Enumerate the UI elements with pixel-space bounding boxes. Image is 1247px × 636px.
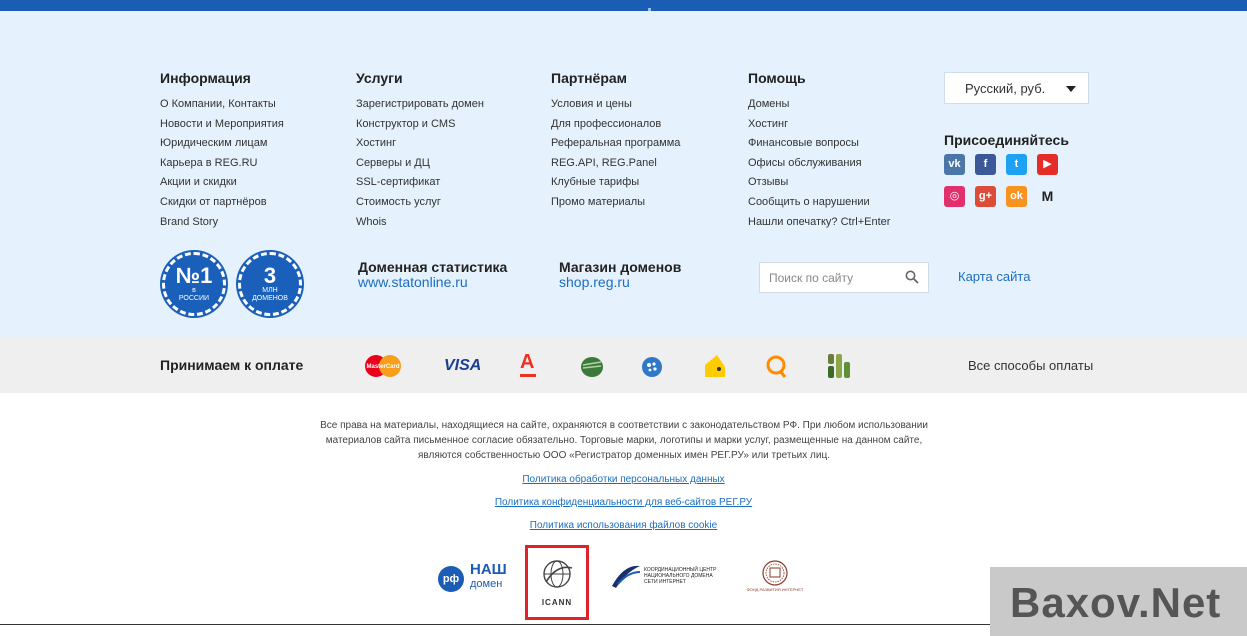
badge-number-one-russia	[162, 252, 226, 316]
alfa-bank-icon	[520, 352, 536, 377]
alfa-underline	[520, 374, 536, 377]
odnoklassniki-icon[interactable]: ok	[1006, 186, 1027, 207]
badge-big-text: №1	[175, 263, 213, 288]
footer-link[interactable]: Карьера в REG.RU	[160, 156, 258, 169]
facebook-icon[interactable]: f	[975, 154, 996, 175]
site-search	[759, 262, 929, 293]
footer-link[interactable]: Условия и цены	[551, 98, 632, 110]
mastercard-icon	[362, 354, 404, 383]
sberbank-icon	[580, 356, 604, 383]
footer-link[interactable]: Зарегистрировать домен	[356, 98, 484, 110]
cctld-line: КООРДИНАЦИОННЫЙ ЦЕНТР	[644, 567, 717, 573]
promo-title: Магазин доменов	[559, 259, 682, 275]
youtube-icon[interactable]: ▶	[1037, 154, 1058, 175]
chevron-down-icon	[1066, 86, 1076, 92]
promo-url[interactable]: www.statonline.ru	[358, 274, 468, 290]
search-input[interactable]	[760, 263, 895, 292]
svg-text:MasterCard: MasterCard	[366, 364, 400, 370]
column-title: Услуги	[356, 70, 403, 86]
sitemap-link[interactable]: Карта сайта	[958, 269, 1031, 284]
language-currency-select[interactable]	[944, 72, 1089, 104]
legal-line: являются собственностью ООО «Регистратор доменных имен РЕГ.РУ» или третьих лиц.	[418, 450, 830, 461]
domain-statistics-promo[interactable]	[358, 259, 507, 289]
badge-small-text: РОССИИ	[178, 295, 210, 302]
policy-row	[0, 474, 1247, 485]
promo-url[interactable]: shop.reg.ru	[559, 274, 630, 290]
footer-column-info	[160, 70, 284, 232]
legal-line: Все права на материалы, находящиеся на сайте, охраняются в соответствии с законодательством РФ. При любом использовании	[320, 420, 928, 431]
googleplus-icon[interactable]: g+	[975, 186, 996, 207]
fund-text: ФОНД РАЗВИТИЯ ИНТЕРНЕТ	[746, 587, 804, 592]
footer-link[interactable]: Домены	[748, 98, 790, 110]
cookie-policy-link[interactable]: Политика использования файлов cookie	[529, 520, 718, 531]
footer-column-partners	[551, 70, 680, 213]
footer-link[interactable]: Юридическим лицам	[160, 137, 268, 150]
legal-line: материалов сайта письменное согласие обязательно. Торговые марки, логотипы и марки услуг, размещенные на данном сайте,	[325, 435, 923, 446]
sms-payment-icon	[828, 354, 852, 383]
footer-column-services	[356, 70, 484, 232]
cctld-swoosh-icon	[610, 560, 642, 590]
icann-logo	[525, 545, 589, 620]
search-icon[interactable]	[905, 270, 919, 284]
column-title: Информация	[160, 70, 251, 86]
fund-emblem-icon	[742, 560, 808, 588]
cctld-line: СЕТИ ИНТЕРНЕТ	[644, 579, 686, 585]
promo-title: Доменная статистика	[358, 259, 508, 275]
footer-link[interactable]: Сообщить о нарушении	[748, 195, 870, 208]
rf-circle: рф	[438, 566, 464, 592]
footer-link[interactable]: Новости и Мероприятия	[160, 117, 284, 130]
footer-link[interactable]: Офисы обслуживания	[748, 156, 862, 169]
footer-link[interactable]: Хостинг	[356, 137, 397, 150]
webmoney-icon	[640, 355, 664, 384]
badge-three-million-domains	[238, 252, 302, 316]
footer-link[interactable]: Нашли опечатку? Ctrl+Enter	[748, 215, 891, 228]
footer-link[interactable]: Серверы и ДЦ	[356, 156, 430, 169]
icann-text: ICANN	[541, 598, 573, 607]
policy-row	[0, 520, 1247, 531]
payment-label: Принимаем к оплате	[160, 357, 304, 373]
instagram-icon[interactable]: ◎	[944, 186, 965, 207]
badge-small-text: ДОМЕНОВ	[252, 295, 288, 302]
language-select-value: Русский, руб.	[965, 81, 1046, 96]
column-title: Помощь	[748, 70, 806, 86]
footer-link[interactable]: О Компании, Контакты	[160, 98, 276, 110]
domen-text: домен	[470, 578, 503, 590]
footer-column-help	[748, 70, 890, 232]
payment-methods-bar	[0, 338, 1247, 393]
badge-sup-text: в	[192, 287, 196, 294]
globe-icon	[528, 554, 586, 600]
legal-notice	[270, 418, 978, 463]
badge-big-text: 3	[263, 263, 277, 288]
footer-link[interactable]: Промо материалы	[551, 195, 646, 208]
watermark	[990, 567, 1247, 636]
nash-text: НАШ	[470, 561, 507, 578]
all-payment-methods-link[interactable]: Все способы оплаты	[968, 358, 1094, 373]
footer-link[interactable]: Стоимость услуг	[356, 195, 441, 208]
footer-link[interactable]: Акции и скидки	[160, 176, 237, 189]
social-title: Присоединяйтесь	[944, 132, 1069, 148]
footer-link[interactable]: Скидки от партнёров	[160, 195, 267, 208]
alfa-letter: A	[520, 351, 535, 373]
privacy-websites-policy-link[interactable]: Политика конфиденциальности для веб-сайтов РЕГ.РУ	[494, 497, 753, 508]
footer-link[interactable]: Реферальная программа	[551, 137, 681, 150]
footer-link[interactable]: Отзывы	[748, 176, 789, 189]
medium-icon[interactable]: M	[1041, 188, 1054, 204]
column-title: Партнёрам	[551, 70, 628, 86]
footer-link[interactable]: Для профессионалов	[551, 117, 662, 130]
footer-link[interactable]: Финансовые вопросы	[748, 137, 859, 150]
footer-link[interactable]: Хостинг	[748, 117, 789, 130]
qiwi-icon	[765, 354, 789, 385]
privacy-data-policy-link[interactable]: Политика обработки персональных данных	[522, 474, 725, 485]
footer-link[interactable]: SSL-сертификат	[356, 176, 441, 189]
watermark-text: Baxov.Net	[1010, 579, 1222, 626]
domain-shop-promo[interactable]	[559, 259, 681, 289]
cctld-line: НАЦИОНАЛЬНОГО ДОМЕНА	[644, 573, 713, 579]
vk-icon[interactable]: vk	[944, 154, 965, 175]
footer-link[interactable]: Конструктор и CMS	[356, 117, 456, 130]
policy-row	[0, 497, 1247, 508]
top-bar	[0, 0, 1247, 11]
twitter-icon[interactable]: t	[1006, 154, 1027, 175]
badge-mid-text: МЛН	[262, 287, 278, 294]
footer-link[interactable]: Whois	[356, 215, 387, 228]
footer-link[interactable]: REG.API, REG.Panel	[551, 156, 657, 169]
footer-link[interactable]: Brand Story	[160, 215, 219, 228]
footer-link[interactable]: Клубные тарифы	[551, 176, 640, 189]
visa-icon: VISA	[444, 357, 482, 374]
yandex-money-icon	[703, 353, 727, 384]
cctld-text	[644, 567, 716, 585]
